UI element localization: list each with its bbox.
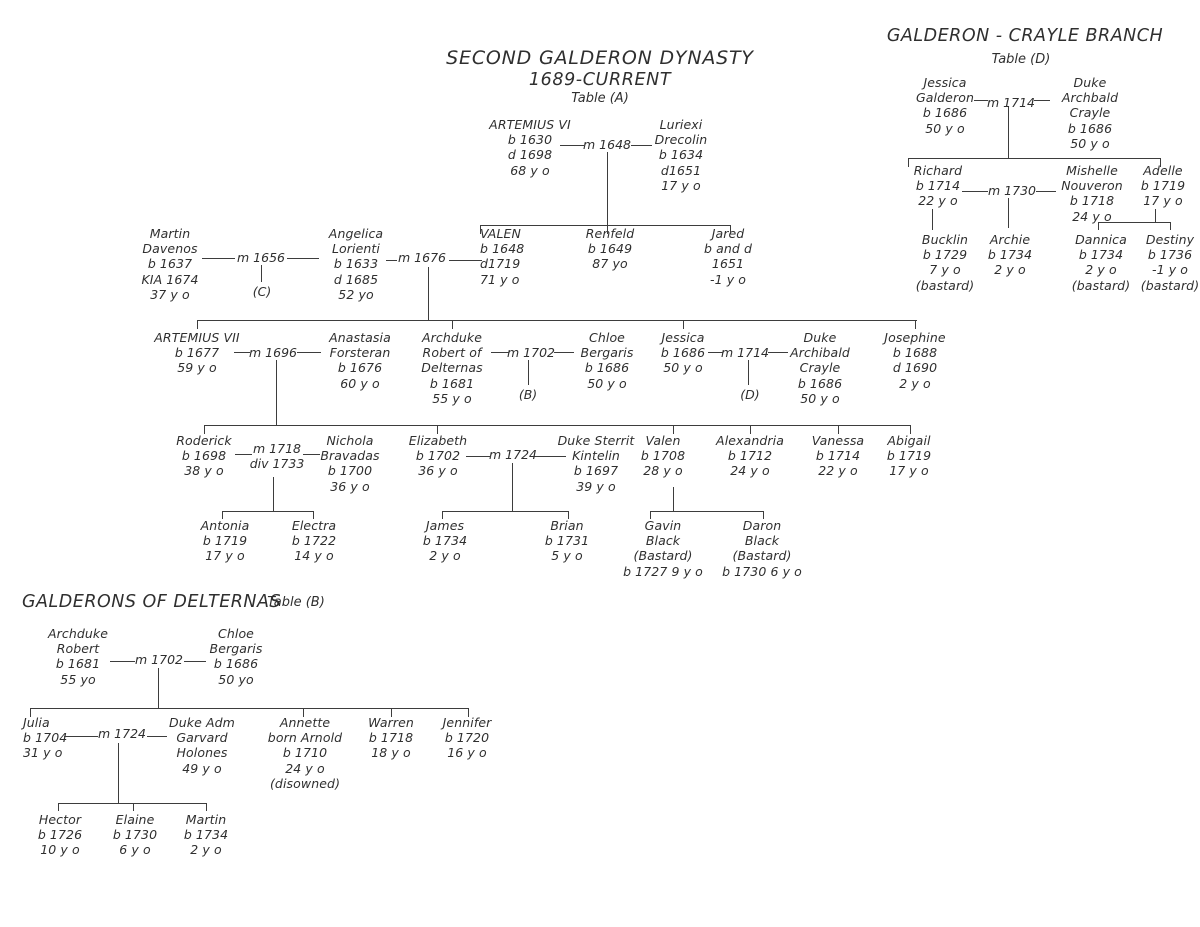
drop-line — [607, 152, 608, 225]
text-line: Electra — [291, 518, 337, 533]
connector-line — [466, 456, 491, 457]
text-line: 37 y o — [150, 286, 190, 302]
marriage-label-a-1718-div-1733 — [240, 441, 314, 471]
connector-line — [1034, 100, 1050, 101]
text-line: Archduke — [421, 330, 483, 345]
text-line: Roderick — [176, 433, 232, 448]
text-line: 2 y o — [429, 548, 461, 564]
table-d-caption: Table (D) — [991, 52, 1051, 67]
text-line: b 1677 — [174, 345, 220, 361]
sibling-bar — [1098, 222, 1170, 223]
sibling-bar — [30, 708, 468, 709]
text-line: d1651 — [660, 162, 702, 178]
text-line: b 1722 — [291, 533, 337, 549]
connector-line — [962, 191, 988, 192]
person-abigail — [849, 433, 969, 479]
person-electra — [254, 518, 374, 564]
connector-line — [1036, 191, 1056, 192]
text-line: Bravadas — [320, 448, 380, 464]
connector-line — [110, 661, 135, 662]
text-line: Duke Sterrit — [557, 433, 635, 448]
text-line: b 1637 — [147, 256, 193, 272]
drop-line — [528, 360, 529, 385]
text-line: 10 y o — [40, 842, 80, 858]
text-line: b 1633 — [333, 256, 379, 272]
connector-line — [560, 145, 584, 146]
text-line: 1651 — [711, 256, 745, 272]
text-line: Black — [744, 533, 780, 549]
text-line: Chloe — [218, 626, 254, 641]
tick — [838, 425, 839, 434]
tick — [673, 425, 674, 434]
text-line: Robert of — [422, 345, 482, 361]
table-a-subtitle: 1689-CURRENT — [528, 70, 672, 90]
text-line: d1719 — [480, 256, 521, 272]
text-line: 50 y o — [800, 390, 840, 406]
tick — [197, 320, 198, 329]
tick — [915, 320, 916, 329]
text-line: (Bastard) — [732, 548, 792, 564]
person-daron-black — [702, 518, 822, 579]
marriage-label-b-1702: m 1702 — [135, 652, 183, 667]
text-line: b 1719 — [1140, 178, 1186, 194]
text-line: James — [425, 518, 465, 533]
tick — [468, 708, 469, 717]
table-a-title: SECOND GALDERON DYNASTY — [446, 47, 754, 69]
tick — [391, 708, 392, 717]
text-line: Dannica — [1075, 232, 1127, 247]
marriage-label-a-1714: m 1714 — [721, 345, 769, 360]
text-line: (Bastard) — [633, 548, 693, 564]
connector-line — [768, 352, 788, 353]
text-line: Antonia — [200, 518, 250, 533]
sibling-bar — [650, 511, 763, 512]
text-line: 50 y o — [1070, 135, 1110, 151]
tick — [607, 225, 608, 234]
text-line: Bergaris — [209, 641, 263, 657]
text-line: Abigail — [887, 433, 931, 448]
text-line: Chloe — [589, 330, 625, 345]
text-line: Forsteran — [329, 345, 391, 361]
tick — [30, 708, 31, 717]
text-line: b 1718 — [1069, 193, 1115, 209]
connector-line — [202, 258, 235, 259]
text-line: 36 y o — [418, 463, 458, 479]
connector-line — [386, 260, 397, 261]
table-a-caption: Table (A) — [571, 91, 629, 106]
text-line: 2 y o — [190, 842, 222, 858]
drop-line — [1155, 209, 1156, 222]
connector-line — [554, 352, 574, 353]
text-line: b 1700 — [327, 463, 373, 479]
text-line: b 1686 — [660, 345, 706, 361]
text-line: Holones — [176, 745, 228, 761]
text-line: Destiny — [1145, 232, 1195, 247]
person-adelle — [1103, 163, 1200, 209]
drop-line — [1008, 198, 1009, 228]
text-line: Duke — [803, 330, 837, 345]
table-b-caption: Table (B) — [267, 595, 325, 610]
text-line: Drecolin — [654, 132, 708, 148]
text-line: b 1686 — [213, 656, 259, 672]
text-line: -1 y o — [1151, 262, 1189, 278]
tick — [910, 425, 911, 434]
connector-line — [303, 454, 320, 455]
tick — [58, 803, 59, 811]
text-line: b 1736 — [1147, 247, 1193, 263]
text-line: b 1731 — [544, 533, 590, 549]
text-line: 39 y o — [576, 478, 616, 494]
text-line: b 1634 — [658, 147, 704, 163]
text-line: b 1704 — [23, 730, 68, 746]
tick — [442, 511, 443, 519]
tick — [683, 320, 684, 329]
text-line: Elizabeth — [408, 433, 468, 448]
text-line: 24 y o — [285, 760, 325, 776]
text-line: 87 yo — [592, 256, 628, 272]
text-line: 6 y o — [119, 842, 151, 858]
text-line: Bucklin — [921, 232, 969, 247]
text-line: 17 y o — [205, 548, 245, 564]
table-ref-d: (D) — [740, 387, 760, 402]
text-line: b 1730 6 y o — [722, 563, 802, 579]
person-duke-adm-garvard-holones — [142, 715, 262, 776]
text-line: Luriexi — [659, 117, 703, 132]
connector-line — [297, 352, 321, 353]
text-line: ARTEMIUS VII — [154, 330, 240, 345]
connector-line — [491, 352, 509, 353]
person-jared — [668, 226, 788, 287]
text-line: 16 y o — [447, 745, 487, 761]
tick — [313, 511, 314, 519]
text-line: b and d — [703, 241, 753, 257]
connector-line — [64, 736, 98, 737]
text-line: Jared — [711, 226, 745, 241]
text-line: b 1708 — [640, 448, 686, 464]
text-line: b 1734 — [987, 247, 1033, 263]
drop-line — [261, 265, 262, 282]
text-line: 17 y o — [661, 177, 701, 193]
connector-line — [449, 260, 482, 261]
marriage-label-a-1702: m 1702 — [507, 345, 555, 360]
text-line: Robert — [56, 641, 100, 657]
text-line: Archibald — [790, 345, 850, 361]
tick — [750, 425, 751, 434]
text-line: 28 y o — [643, 463, 683, 479]
sibling-bar — [197, 320, 917, 321]
text-line: Mishelle — [1066, 163, 1118, 178]
text-line: b 1714 — [815, 448, 861, 464]
text-line: 59 y o — [177, 360, 217, 376]
text-line: b 1734 — [1078, 247, 1124, 263]
text-line: d 1685 — [333, 271, 379, 287]
text-line: Archbald — [1061, 90, 1119, 106]
text-line: (bastard) — [1140, 277, 1200, 293]
text-line: KIA 1674 — [141, 271, 199, 287]
text-line: b 1719 — [202, 533, 248, 549]
text-line: b 1686 — [922, 105, 968, 121]
drop-line — [512, 463, 513, 511]
text-line: 50 y o — [663, 360, 703, 376]
connector-line — [631, 145, 652, 146]
text-line: b 1686 — [1067, 120, 1113, 136]
tick — [730, 225, 731, 234]
text-line: VALEN — [480, 226, 521, 241]
tick — [204, 425, 205, 434]
text-line: b 1676 — [337, 360, 383, 376]
text-line: 38 y o — [184, 463, 224, 479]
text-line: ARTEMIUS VI — [489, 117, 571, 132]
connector-line — [974, 100, 988, 101]
text-line: Renfeld — [585, 226, 635, 241]
text-line: 14 y o — [294, 548, 334, 564]
marriage-label-d-1730: m 1730 — [988, 183, 1036, 198]
connector-line — [147, 736, 167, 737]
drop-line — [932, 209, 933, 230]
tick — [568, 511, 569, 519]
text-line: b 1734 — [422, 533, 468, 549]
text-line: b 1688 — [892, 345, 938, 361]
person-luriexi-drecolin — [621, 117, 741, 193]
text-line: Martin — [149, 226, 191, 241]
drop-line — [273, 477, 274, 511]
tick — [908, 158, 909, 167]
text-line: b 1719 — [886, 448, 932, 464]
text-line: b 1710 — [282, 745, 328, 761]
drop-line — [158, 668, 159, 708]
text-line: d 1698 — [507, 147, 553, 163]
text-line: Elaine — [115, 812, 155, 827]
text-line: 68 y o — [510, 162, 550, 178]
text-line: Garvard — [176, 730, 228, 746]
connector-line — [184, 661, 206, 662]
text-line: b 1697 — [573, 463, 619, 479]
text-line: b 1630 — [507, 132, 553, 148]
sibling-bar — [480, 225, 730, 226]
person-renfeld — [550, 226, 670, 272]
text-line: b 1730 — [112, 827, 158, 843]
person-martin-b — [146, 812, 266, 858]
text-line: (bastard) — [915, 277, 975, 293]
text-line: 22 y o — [918, 193, 958, 209]
text-line: -1 y o — [709, 271, 747, 287]
text-line: 18 y o — [371, 745, 411, 761]
table-ref-c: (C) — [252, 284, 272, 299]
text-line: Alexandria — [716, 433, 784, 448]
text-line: 17 y o — [889, 463, 929, 479]
text-line: 17 y o — [1143, 193, 1183, 209]
text-line: 2 y o — [994, 262, 1026, 278]
text-line: 71 y o — [480, 271, 520, 287]
text-line: (disowned) — [269, 775, 341, 791]
person-josephine — [855, 330, 975, 391]
text-line: Duke — [1073, 75, 1107, 90]
text-line: 5 y o — [551, 548, 583, 564]
tick — [222, 511, 223, 519]
text-line: b 1681 — [55, 656, 101, 672]
text-line: Black — [645, 533, 681, 549]
text-line: Jessica — [661, 330, 705, 345]
tick — [452, 320, 453, 329]
tick — [437, 425, 438, 434]
text-line: Warren — [368, 715, 414, 730]
text-line: b 1729 — [922, 247, 968, 263]
text-line: b 1649 — [587, 241, 633, 257]
sibling-bar — [204, 425, 910, 426]
text-line: b 1698 — [181, 448, 227, 464]
text-line: 36 y o — [330, 478, 370, 494]
text-line: Annette — [279, 715, 331, 730]
text-line: 50 y o — [587, 375, 627, 391]
text-line: Anastasia — [329, 330, 391, 345]
connector-line — [235, 454, 252, 455]
drop-line — [276, 360, 277, 425]
marriage-label-a-1724: m 1724 — [489, 447, 537, 462]
drop-line — [673, 487, 674, 511]
text-line: b 1718 — [368, 730, 414, 746]
person-martin-davenos — [110, 226, 230, 302]
text-line: Archie — [989, 232, 1031, 247]
text-line: Archduke — [47, 626, 109, 641]
person-jennifer — [407, 715, 527, 761]
text-line: Nouveron — [1061, 178, 1123, 194]
drop-line — [118, 743, 119, 803]
table-d-title: GALDERON - CRAYLE BRANCH — [886, 26, 1164, 46]
tick — [480, 225, 481, 234]
connector-line — [708, 352, 723, 353]
tick — [1170, 222, 1171, 230]
text-line: Hector — [38, 812, 82, 827]
text-line: Jessica — [923, 75, 967, 90]
person-destiny — [1110, 232, 1200, 293]
text-line: 55 yo — [60, 671, 96, 687]
text-line: b 1648 — [480, 241, 525, 257]
text-line: Davenos — [142, 241, 198, 257]
text-line: div 1733 — [249, 456, 305, 472]
marriage-label-a-1676: m 1676 — [398, 250, 446, 265]
text-line: Crayle — [799, 360, 841, 376]
text-line: b 1726 — [37, 827, 83, 843]
text-line: b 1681 — [429, 375, 475, 391]
text-line: Nichola — [326, 433, 374, 448]
text-line: 52 yo — [338, 286, 374, 302]
table-b-title: GALDERONS OF DELTERNAS — [22, 592, 282, 612]
tick — [133, 803, 134, 811]
connector-line — [287, 258, 319, 259]
person-duke-archbald-crayle — [1030, 75, 1150, 151]
text-line: b 1686 — [797, 375, 843, 391]
person-archduke-robert — [392, 330, 512, 406]
text-line: Martin — [185, 812, 227, 827]
marriage-label-a-1648: m 1648 — [583, 137, 631, 152]
drop-line — [1008, 107, 1009, 158]
text-line: Daron — [742, 518, 782, 533]
tick — [1160, 158, 1161, 167]
text-line: Crayle — [1069, 105, 1111, 121]
text-line: b 1702 — [415, 448, 461, 464]
text-line: Adelle — [1143, 163, 1183, 178]
tick — [650, 511, 651, 519]
text-line: 24 y o — [730, 463, 770, 479]
text-line: 50 yo — [218, 671, 254, 687]
marriage-label-b-1724: m 1724 — [98, 726, 146, 741]
drop-line — [428, 267, 429, 320]
tick — [1098, 222, 1099, 230]
text-line: 31 y o — [23, 745, 63, 761]
text-line: b 1734 — [183, 827, 229, 843]
text-line: Richard — [913, 163, 963, 178]
text-line: Galderon — [916, 90, 974, 106]
text-line: b 1686 — [584, 360, 630, 376]
text-line: Kintelin — [572, 448, 620, 464]
text-line: m 1718 — [253, 441, 301, 456]
text-line: Valen — [645, 433, 681, 448]
text-line: Lorienti — [331, 241, 380, 257]
marriage-label-d-1714: m 1714 — [987, 95, 1035, 110]
marriage-label-a-1656: m 1656 — [237, 250, 285, 265]
marriage-label-a-1696: m 1696 — [249, 345, 297, 360]
sibling-bar — [222, 511, 313, 512]
text-line: b 1712 — [727, 448, 773, 464]
text-line: Jennifer — [442, 715, 492, 730]
sibling-bar — [58, 803, 206, 804]
text-line: (bastard) — [1071, 277, 1131, 293]
text-line: 55 y o — [432, 390, 472, 406]
sibling-bar — [442, 511, 568, 512]
table-ref-b: (B) — [518, 387, 538, 402]
text-line: 2 y o — [899, 375, 931, 391]
person-james — [385, 518, 505, 564]
drop-line — [748, 360, 749, 385]
text-line: Josephine — [884, 330, 946, 345]
tick — [763, 511, 764, 519]
text-line: born Arnold — [267, 730, 343, 746]
text-line: Angelica — [328, 226, 384, 241]
text-line: Julia — [23, 715, 50, 730]
text-line: Gavin — [644, 518, 682, 533]
text-line: b 1727 9 y o — [623, 563, 703, 579]
text-line: Bergaris — [580, 345, 634, 361]
text-line: 50 y o — [925, 120, 965, 136]
text-line: 2 y o — [1085, 262, 1117, 278]
text-line: b 1714 — [915, 178, 961, 194]
connector-line — [536, 456, 566, 457]
text-line: 49 y o — [182, 760, 222, 776]
text-line: Brian — [550, 518, 584, 533]
connector-line — [234, 352, 250, 353]
text-line: b 1720 — [444, 730, 490, 746]
person-archduke-robert-b — [18, 626, 138, 687]
text-line: d 1690 — [892, 360, 938, 376]
text-line: Delternas — [421, 360, 483, 376]
tick — [206, 803, 207, 811]
text-line: Duke Adm — [169, 715, 235, 730]
sibling-bar — [908, 158, 1160, 159]
text-line: 7 y o — [929, 262, 961, 278]
text-line: 22 y o — [818, 463, 858, 479]
text-line: 60 y o — [340, 375, 380, 391]
text-line: 24 y o — [1072, 208, 1112, 224]
tick — [303, 708, 304, 717]
text-line: Vanessa — [811, 433, 865, 448]
